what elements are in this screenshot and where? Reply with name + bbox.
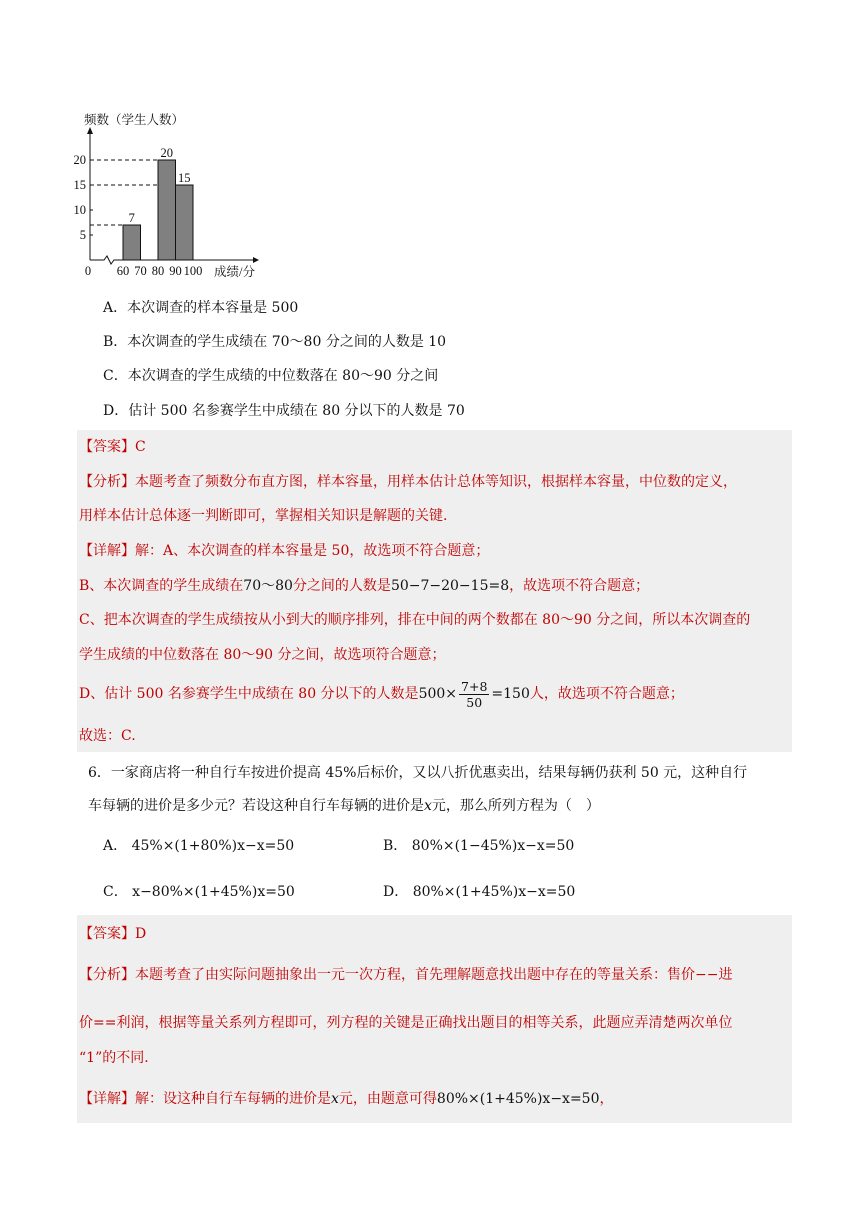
q6-detail-line-1 [79, 1089, 614, 1109]
q5-detail-line-4: 学生成绩的中位数落在 80～90 分之间，故选项符合题意； [79, 647, 446, 663]
q6-option-b [383, 836, 574, 856]
stem-text: 元，那么所列方程为（ ） [431, 798, 600, 814]
analysis-tag: 【分析】 [79, 474, 135, 490]
q5-analysis-line-2: 用样本估计总体逐一判断即可，掌握相关知识是解题的关键. [79, 508, 448, 524]
x-tick-label: 100 [183, 264, 203, 278]
q5-detail-line-5 [79, 676, 684, 712]
calc-expr: 50−7−20−15=8 [390, 578, 510, 594]
x-tick-label: 90 [169, 264, 182, 278]
option-expr: 80%×(1+45%)x−x=50 [412, 884, 576, 900]
histogram-bar [123, 225, 141, 260]
detail-text: ，故选项不符合题意； [509, 578, 650, 594]
fraction-denominator: 50 [466, 694, 483, 710]
x-axis-arrow [253, 257, 259, 263]
q5-option-c: C．本次调查的学生成绩的中位数落在 80～90 分之间 [103, 368, 439, 384]
q6-option-c [103, 882, 295, 902]
histogram-bar [176, 185, 194, 260]
y-tick-label: 5 [79, 228, 86, 242]
option-expr: x−80%×(1+45%)x=50 [132, 884, 295, 900]
detail-tag: 【详解】 [79, 1091, 135, 1107]
detail-text: 解：A、本次调查的样本容量是 50，故选项不符合题意； [135, 543, 490, 559]
answer-tag: 【答案】 [79, 439, 135, 455]
q6-stem-line-1: 6．一家商店将一种自行车按进价提高 45%后标价，又以八折优惠卖出，结果每辆仍获利 50 元，这种自行 [88, 765, 748, 781]
option-expr: 45%×(1+80%)x−x=50 [131, 838, 295, 854]
fraction-numerator: 7+8 [461, 678, 488, 694]
x-tick-label: 80 [151, 264, 165, 278]
detail-text: D、估计 500 名参赛学生中成绩在 80 分以下的人数是 [79, 686, 419, 702]
q6-stem-line-2 [88, 796, 600, 816]
q5-option-d: D．估计 500 名参赛学生中成绩在 80 分以下的人数是 70 [103, 403, 465, 419]
detail-text: ， [599, 1091, 614, 1107]
equation: 80%×(1+45%)x−x=50 [436, 1091, 600, 1107]
q5-detail-line-1 [79, 541, 489, 561]
q5-option-a: A．本次调查的样本容量是 500 [103, 300, 299, 316]
analysis-text: 本题考查了由实际问题抽象出一元一次方程，首先理解题意找出题中存在的等量关系：售价−−进 [135, 967, 733, 983]
y-axis-arrow [87, 127, 93, 134]
detail-tag: 【详解】 [79, 543, 135, 559]
frequency-histogram [60, 108, 300, 283]
q6-option-a [103, 836, 294, 856]
detail-text: 解：设这种自行车每辆的进价是 [135, 1091, 331, 1107]
analysis-text: 本题考查了频数分布直方图，样本容量，用样本估计总体等知识，根据样本容量，中位数的定义， [135, 474, 737, 490]
calc-expr: 500× [418, 686, 458, 702]
y-tick-label: 15 [73, 178, 86, 192]
detail-text: 元，由题意可得 [338, 1091, 437, 1107]
x-tick-label: 0 [84, 264, 92, 278]
option-letter: B． [383, 838, 408, 854]
range-expr: 70～80 [243, 578, 293, 594]
option-letter: C． [103, 884, 128, 900]
fraction [459, 679, 489, 710]
q6-analysis-line-3: “1”的不同. [79, 1050, 149, 1066]
bar-value-label: 7 [128, 211, 135, 225]
option-letter: D． [383, 884, 409, 900]
q6-analysis-line-1 [79, 965, 732, 985]
q5-analysis-line-1 [79, 472, 737, 492]
x-tick-label: 60 [116, 264, 130, 278]
analysis-tag: 【分析】 [79, 967, 135, 983]
q6-option-d [383, 882, 575, 902]
answer-value: D [135, 926, 147, 942]
bar-value-label: 15 [178, 171, 191, 185]
q5-answer [79, 437, 146, 457]
q5-detail-line-3: C、把本次调查的学生成绩按从小到大的顺序排列，排在中间的两个数都在 80～90 分之间，所以本次调查的 [79, 612, 751, 628]
q6-answer [79, 924, 146, 944]
x-tick-label: 70 [134, 264, 147, 278]
q5-detail-line-2 [79, 576, 649, 596]
y-tick-label: 10 [73, 203, 86, 217]
q5-option-b: B．本次调查的学生成绩在 70～80 分之间的人数是 10 [103, 334, 447, 350]
y-axis-label: 频数（学生人数） [84, 113, 185, 127]
histogram-bar [158, 160, 176, 260]
variable: x [331, 1091, 339, 1107]
bar-value-label: 20 [160, 146, 173, 160]
detail-text: 人，故选项不符合题意； [529, 686, 684, 702]
option-expr: 80%×(1−45%)x−x=50 [411, 838, 575, 854]
answer-value: C [135, 439, 146, 455]
detail-text: B、本次调查的学生成绩在 [79, 578, 244, 594]
variable: x [424, 798, 432, 814]
y-tick-label: 20 [73, 153, 86, 167]
q5-conclusion: 故选：C. [79, 728, 136, 744]
answer-tag: 【答案】 [79, 926, 135, 942]
x-axis-label: 成绩/分 [214, 265, 255, 279]
option-letter: A． [103, 838, 128, 854]
q6-analysis-line-2: 价==利润，根据等量关系列方程即可，列方程的关键是正确找出题目的相等关系，此题应弄清楚两次单位 [79, 1015, 733, 1031]
stem-text: 车每辆的进价是多少元？若设这种自行车每辆的进价是 [88, 798, 424, 814]
detail-text: 分之间的人数是 [292, 578, 391, 594]
calc-result: =150 [491, 686, 530, 702]
